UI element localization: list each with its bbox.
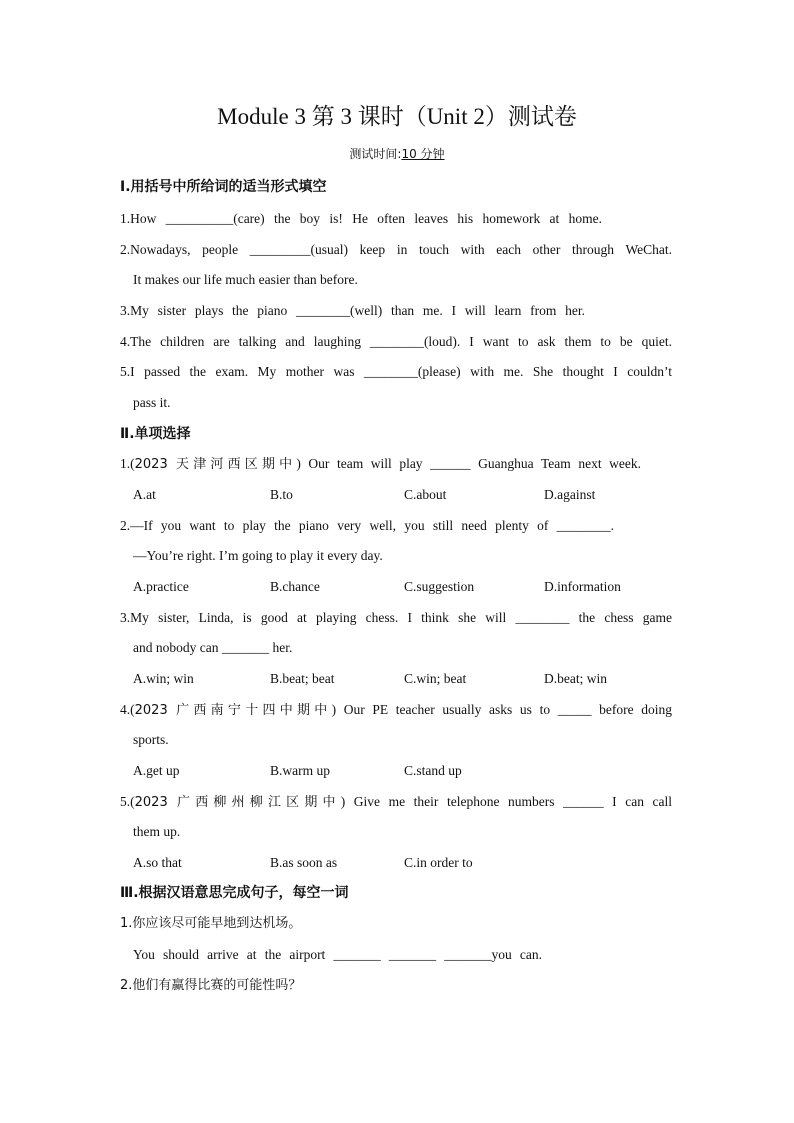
s2-question-4-cont: sports.: [133, 732, 169, 747]
s2-q2-option-c[interactable]: C.suggestion: [404, 579, 475, 594]
s2-question-4: 4.(2023 广西南宁十四中期中) Our PE teacher usually asks us to _____ before doing: [120, 702, 672, 718]
section-2-heading: Ⅱ.单项选择: [120, 426, 191, 442]
s2-q1-option-a[interactable]: A.at: [133, 487, 156, 502]
s1-question-5: 5.I passed the exam. My mother was ________(please) with me. She thought I couldn’t: [120, 364, 672, 379]
s2-q4-option-c[interactable]: C.stand up: [404, 763, 462, 778]
section-1-heading: Ⅰ.用括号中所给词的适当形式填空: [120, 179, 327, 195]
s2-q4-option-a[interactable]: A.get up: [133, 763, 180, 778]
s2-question-2: 2.—If you want to play the piano very well, you still need plenty of ________.: [120, 518, 614, 533]
s1-question-2-cont: It makes our life much easier than before.: [133, 272, 358, 287]
s2-question-5: 5.(2023 广西柳州柳江区期中) Give me their telephone numbers ______ I can call: [120, 794, 672, 810]
s2-q1-option-b[interactable]: B.to: [270, 487, 293, 502]
s2-q5-option-b[interactable]: B.as soon as: [270, 855, 338, 870]
s2-q5-option-c[interactable]: C.in order to: [404, 855, 473, 870]
s2-q4-option-b[interactable]: B.warm up: [270, 763, 330, 778]
s2-q3-option-b[interactable]: B.beat; beat: [270, 671, 335, 686]
section-3-heading: Ⅲ.根据汉语意思完成句子，每空一词: [120, 885, 349, 901]
s2-q2-option-d[interactable]: D.information: [544, 579, 621, 594]
s1-question-4: 4.The children are talking and laughing ________(loud). I want to ask them to be quiet.: [120, 334, 672, 349]
s2-question-3-cont: and nobody can _______ her.: [133, 640, 293, 655]
s2-q2-option-a[interactable]: A.practice: [133, 579, 189, 594]
s2-q3-option-c[interactable]: C.win; beat: [404, 671, 467, 686]
s1-question-3: 3.My sister plays the piano ________(well) than me. I will learn from her.: [120, 303, 585, 318]
s1-question-2: 2.Nowadays, people _________(usual) keep in touch with each other through WeChat.: [120, 242, 672, 257]
s2-q2-option-b[interactable]: B.chance: [270, 579, 320, 594]
s2-q5-option-a[interactable]: A.so that: [133, 855, 182, 870]
s2-question-3: 3.My sister, Linda, is good at playing chess. I think she will ________ the chess game: [120, 610, 672, 625]
test-time-label: 测试时间:: [349, 147, 402, 161]
s2-q1-option-d[interactable]: D.against: [544, 487, 596, 502]
s1-question-5-cont: pass it.: [133, 395, 171, 410]
s2-question-1: 1.(2023 天津河西区期中) Our team will play ______ Guanghua Team next week.: [120, 456, 641, 472]
s2-question-5-cont: them up.: [133, 824, 181, 839]
s2-question-2-reply: —You’re right. I’m going to play it every day.: [133, 548, 383, 563]
test-time: [0, 145, 794, 163]
s3-question-1-english: You should arrive at the airport _______ _______ _______you can.: [133, 947, 542, 962]
page-title: Module 3 第 3 课时（Unit 2）测试卷: [217, 104, 577, 129]
test-time-value: 10 分钟: [401, 147, 445, 161]
s2-q3-option-a[interactable]: A.win; win: [133, 671, 194, 686]
s2-q3-option-d[interactable]: D.beat; win: [544, 671, 607, 686]
s3-question-1-chinese: 1.你应该尽可能早地到达机场。: [120, 916, 302, 931]
s1-question-1: 1.How __________(care) the boy is! He often leaves his homework at home.: [120, 211, 602, 226]
s2-q1-option-c[interactable]: C.about: [404, 487, 447, 502]
s3-question-2-chinese: 2.他们有赢得比赛的可能性吗？: [120, 978, 302, 993]
